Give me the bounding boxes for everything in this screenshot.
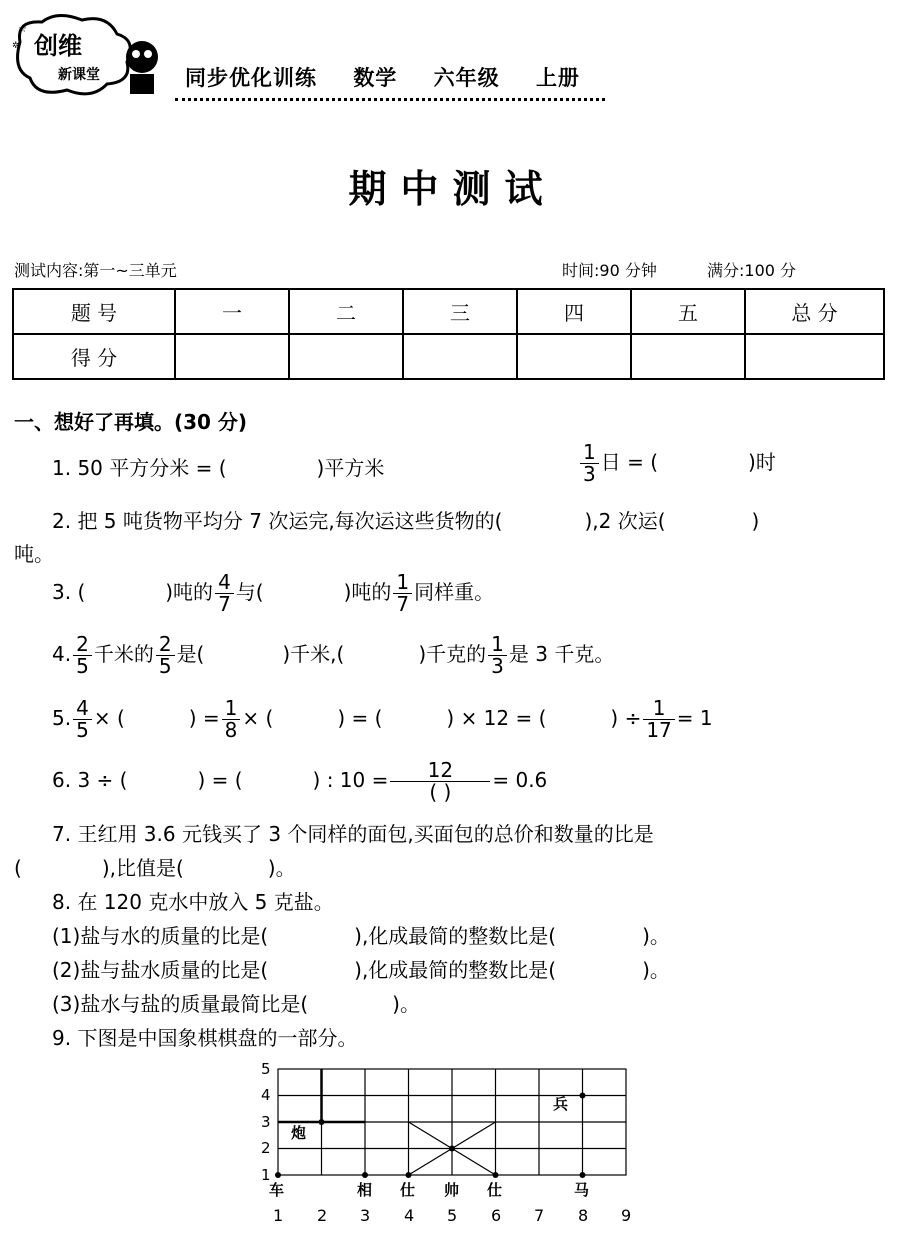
q-text: )千米,( <box>282 642 345 666</box>
svg-text:✲: ✲ <box>12 41 20 51</box>
q-text: (2)盐与盐水质量的比是( <box>52 958 269 982</box>
fraction <box>643 698 674 741</box>
q-text: 是 3 千克。 <box>508 642 615 666</box>
q-text: )。 <box>642 958 670 982</box>
piece-ma: 马 <box>574 1181 590 1199</box>
fraction <box>488 634 507 677</box>
q-text: ) : 10 = <box>312 768 389 792</box>
question-9: 9. 下图是中国象棋棋盘的一部分。 <box>52 1026 358 1050</box>
question-3 <box>52 572 494 615</box>
table-cell: 一 <box>175 289 289 334</box>
q-text: )吨的 <box>165 580 214 604</box>
logo-text-sub: 新课堂 <box>58 67 100 83</box>
chess-board <box>255 1055 635 1230</box>
q-text: 3. ( <box>52 580 86 604</box>
question-7-cont <box>14 852 296 881</box>
y-label: 4 <box>261 1086 271 1104</box>
frac-den: 5 <box>76 718 89 742</box>
question-6 <box>52 760 547 803</box>
q-text: = 0.6 <box>492 768 548 792</box>
frac-den: 5 <box>158 654 172 678</box>
x-label: 8 <box>578 1206 589 1225</box>
piece-ju: 车 <box>269 1181 285 1199</box>
table-row <box>13 334 884 379</box>
x-label: 7 <box>534 1206 545 1225</box>
x-label: 4 <box>404 1206 415 1225</box>
test-content: 测试内容:第一~三单元 <box>14 261 177 280</box>
y-label: 1 <box>261 1166 271 1184</box>
frac-num: 2 <box>73 634 92 656</box>
frac-den: 8 <box>224 718 238 742</box>
x-label: 3 <box>360 1206 371 1225</box>
x-label: 5 <box>447 1206 458 1225</box>
q-text: )。 <box>267 856 296 880</box>
q-text: 与( <box>235 580 264 604</box>
q-text: )吨的 <box>343 580 392 604</box>
q-text: 1. 50 平方分米 = ( <box>52 456 227 480</box>
x-label: 2 <box>317 1206 328 1225</box>
table-row <box>13 289 884 334</box>
frac-num: 4 <box>215 572 234 594</box>
section-heading: 一、想好了再填。(30 分) <box>14 410 248 434</box>
question-7: 7. 王红用 3.6 元钱买了 3 个同样的面包,买面包的总价和数量的比是 <box>52 822 654 846</box>
question-8: 8. 在 120 克水中放入 5 克盐。 <box>52 890 334 914</box>
y-label: 3 <box>261 1113 271 1131</box>
q-text: 6. 3 ÷ ( <box>52 768 128 792</box>
frac-num: 1 <box>393 572 412 594</box>
frac-den: 5 <box>76 654 89 678</box>
q-text: ),2 次运( <box>584 509 666 533</box>
question-1a <box>52 452 384 481</box>
series-name: 同步优化训练 <box>185 66 317 90</box>
subject: 数学 <box>353 66 398 90</box>
piece-xiang: 相 <box>357 1181 373 1199</box>
q-text: )。 <box>392 992 420 1016</box>
frac-num: 2 <box>156 634 175 656</box>
frac-num: 1 <box>488 634 507 656</box>
frac-den: 3 <box>583 462 596 486</box>
q-text: ) = <box>188 706 220 730</box>
q-text: ) = ( <box>337 706 383 730</box>
q-text: ),比值是( <box>101 856 184 880</box>
q-text: 2. 把 5 吨货物平均分 7 次运完,每次运这些货物的( <box>52 509 503 533</box>
q-text: ) = ( <box>197 768 243 792</box>
score-cell[interactable] <box>517 334 631 379</box>
fraction <box>73 634 92 677</box>
question-8-2 <box>52 954 670 983</box>
q-text: 是( <box>176 642 205 666</box>
question-2 <box>52 505 759 534</box>
frac-den: 17 <box>646 718 672 742</box>
q-text: ) <box>751 509 760 533</box>
score-table <box>12 288 885 380</box>
fraction <box>73 698 92 741</box>
q-text: 同样重。 <box>414 580 495 604</box>
y-label: 2 <box>261 1139 271 1157</box>
piece-shi: 仕 <box>487 1181 503 1199</box>
q-text: )平方米 <box>316 456 385 480</box>
q-text: × ( <box>242 706 274 730</box>
x-label: 6 <box>491 1206 502 1225</box>
question-4 <box>52 634 614 677</box>
score-cell[interactable] <box>631 334 745 379</box>
q-text: ( <box>14 856 22 880</box>
page-title: 期中测试 <box>348 167 557 211</box>
q-text: 日 = ( <box>600 450 659 474</box>
q-text: × ( <box>93 706 125 730</box>
question-8-3 <box>52 988 420 1017</box>
q-text: (3)盐水与盐的质量最简比是( <box>52 992 309 1016</box>
frac-den: 7 <box>218 592 231 616</box>
x-label: 9 <box>621 1206 632 1225</box>
table-cell: 四 <box>517 289 631 334</box>
table-cell: 三 <box>403 289 517 334</box>
q-text: 千米的 <box>93 642 154 666</box>
q-text: ) ÷ <box>610 706 642 730</box>
fraction <box>222 698 241 741</box>
full-score: 满分:100 分 <box>707 261 797 280</box>
volume: 上册 <box>535 66 580 90</box>
piece-shi: 仕 <box>400 1181 416 1199</box>
fraction <box>580 442 599 485</box>
header-series <box>185 62 608 92</box>
fraction <box>156 634 175 677</box>
q-text: ),化成最简的整数比是( <box>354 924 557 948</box>
piece-bing: 兵 <box>553 1095 569 1113</box>
grade: 六年级 <box>433 66 500 90</box>
q-text: (1)盐与水的质量的比是( <box>52 924 269 948</box>
y-label: 5 <box>261 1060 271 1078</box>
x-label: 1 <box>273 1206 284 1225</box>
fraction <box>393 572 412 615</box>
score-cell[interactable] <box>403 334 517 379</box>
frac-den: 7 <box>396 592 410 616</box>
q-text: )时 <box>748 450 776 474</box>
score-cell[interactable] <box>745 334 884 379</box>
q-text: )。 <box>642 924 670 948</box>
frac-den: 3 <box>491 654 504 678</box>
table-cell: 总 分 <box>745 289 884 334</box>
q-text: ) × 12 = ( <box>446 706 547 730</box>
test-time: 时间:90 分钟 <box>562 261 657 280</box>
table-cell: 题 号 <box>13 289 175 334</box>
score-cell[interactable] <box>289 334 403 379</box>
q-text: ),化成最简的整数比是( <box>354 958 557 982</box>
svg-text:☆: ☆ <box>18 24 27 35</box>
q-text: 5. <box>52 706 72 730</box>
fraction <box>215 572 234 615</box>
q-text: = 1 <box>676 706 713 730</box>
frac-num: 1 <box>580 442 599 464</box>
frac-den: ( ) <box>429 780 452 804</box>
piece-pao: 炮 <box>291 1124 307 1142</box>
table-cell: 二 <box>289 289 403 334</box>
fraction <box>390 760 490 803</box>
q-text: )千克的 <box>418 642 487 666</box>
question-5 <box>52 698 713 741</box>
frac-num: 4 <box>73 698 92 720</box>
piece-shuai: 帅 <box>444 1181 460 1199</box>
question-8-1 <box>52 920 670 949</box>
frac-num: 1 <box>643 698 674 720</box>
question-1b <box>578 442 776 485</box>
frac-num: 12 <box>390 760 490 782</box>
table-cell: 得 分 <box>13 334 175 379</box>
score-cell[interactable] <box>175 334 289 379</box>
question-2-end: 吨。 <box>14 542 54 566</box>
logo-text-main: 创维 <box>34 32 82 60</box>
header-divider <box>175 98 605 101</box>
frac-num: 1 <box>222 698 241 720</box>
table-cell: 五 <box>631 289 745 334</box>
q-text: 4. <box>52 642 72 666</box>
